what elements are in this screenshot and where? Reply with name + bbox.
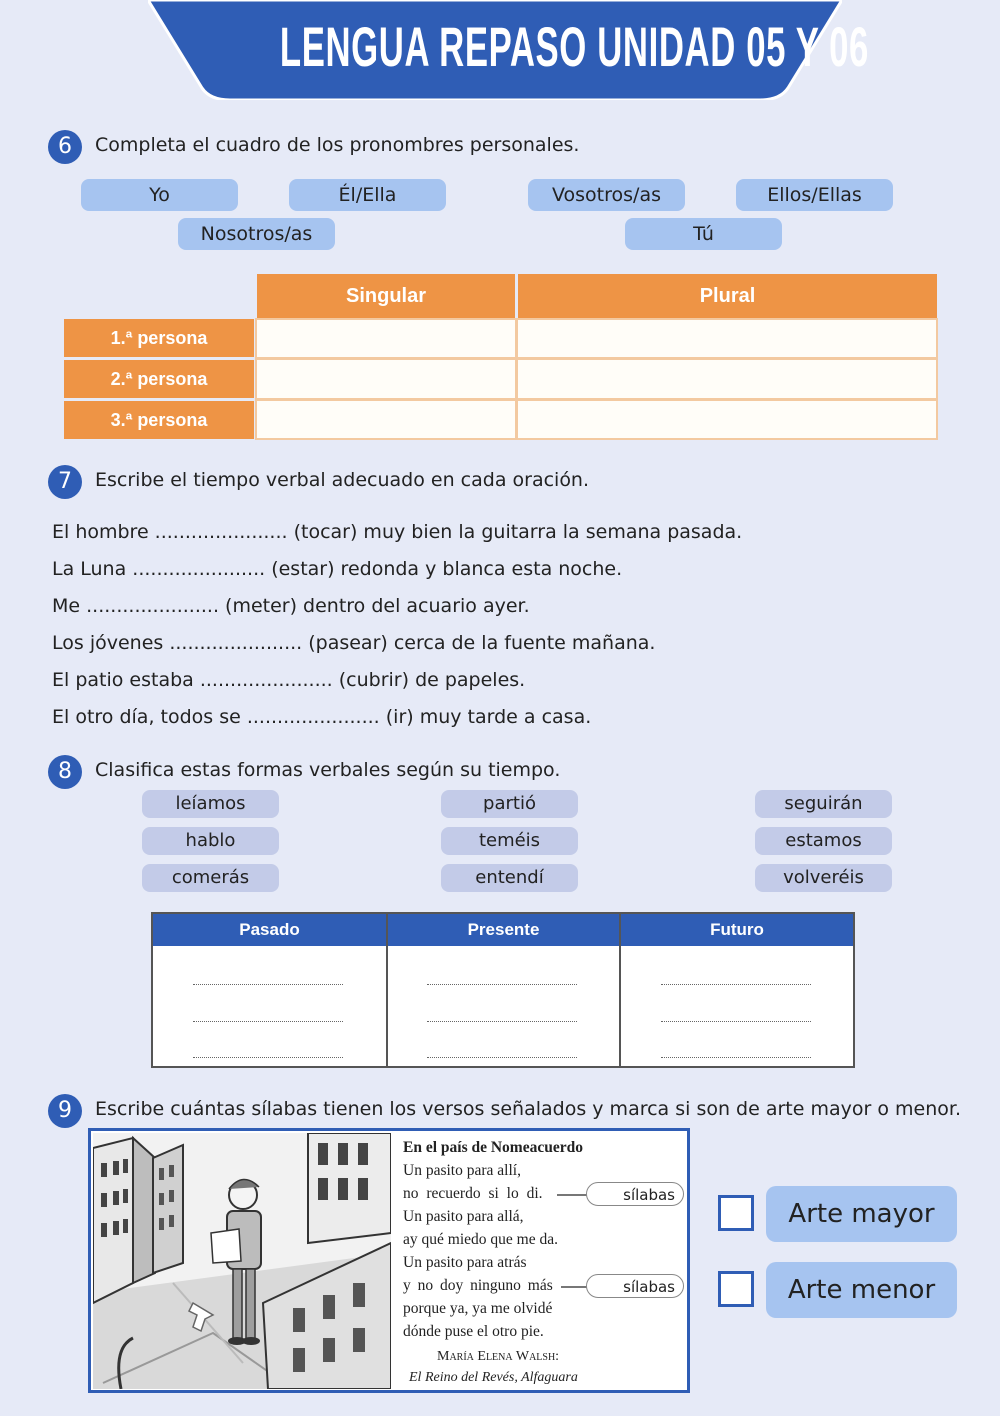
table6-row-2: 2.ª persona [64, 360, 254, 398]
poem-author: María Elena Walsh: [437, 1349, 560, 1364]
poem-line-4: ay qué miedo que me da. [403, 1231, 558, 1248]
table6-cell-1-plural[interactable] [516, 318, 938, 359]
poem-box [88, 1128, 690, 1393]
sentence-2: La Luna ...................... (estar) redonda y blanca esta noche. [52, 558, 623, 580]
city-illustration [93, 1133, 391, 1389]
table6-cell-2-plural[interactable] [516, 358, 938, 400]
silabas-field-1[interactable]: sílabas [586, 1182, 684, 1206]
answer-line-pasado-3[interactable] [193, 1057, 343, 1058]
table6-header-singular: Singular [257, 274, 515, 318]
poem-line-8: dónde puse el otro pie. [403, 1323, 544, 1340]
tense-header-presente: Presente [388, 914, 619, 946]
poem-line-3: Un pasito para allá, [403, 1208, 524, 1225]
verb-chip-temeis[interactable]: teméis [441, 827, 578, 855]
poem-line-2: no recuerdo si lo di. [403, 1185, 543, 1202]
section-number-8: 8 [48, 755, 82, 789]
instruction-9: Escribe cuántas sílabas tienen los versos señalados y marca si son de arte mayor o menor. [95, 1098, 961, 1120]
instruction-7: Escribe el tiempo verbal adecuado en cada oración. [95, 469, 590, 491]
table6-cell-2-singular[interactable] [255, 358, 517, 400]
instruction-8: Clasifica estas formas verbales según su tiempo. [95, 759, 561, 781]
arte-mayor-option[interactable]: Arte mayor [766, 1186, 957, 1242]
poem-source: El Reino del Revés, Alfaguara [409, 1370, 578, 1385]
arte-mayor-checkbox[interactable] [718, 1195, 754, 1231]
poem-line-1: Un pasito para allí, [403, 1162, 521, 1179]
answer-line-futuro-3[interactable] [661, 1057, 811, 1058]
verb-chip-leiamos[interactable]: leíamos [142, 790, 279, 818]
poem-line-7: porque ya, ya me olvidé [403, 1300, 553, 1317]
pronoun-chip-ellos[interactable]: Ellos/Ellas [736, 179, 893, 211]
column-divider [619, 914, 621, 1066]
arte-menor-checkbox[interactable] [718, 1271, 754, 1307]
sentence-3: Me ...................... (meter) dentro del acuario ayer. [52, 595, 530, 617]
page-title: LENGUA REPASO UNIDAD 05 Y 06 [279, 15, 869, 78]
verb-chip-partio[interactable]: partió [441, 790, 578, 818]
arte-menor-option[interactable]: Arte menor [766, 1262, 957, 1318]
pronoun-chip-nosotros[interactable]: Nosotros/as [178, 218, 335, 250]
sentence-5: El patio estaba ...................... (cubrir) de papeles. [52, 669, 526, 691]
tense-table [151, 912, 855, 1068]
poem-line-5: Un pasito para atrás [403, 1254, 527, 1271]
section-number-7: 7 [48, 465, 82, 499]
table6-row-3: 3.ª persona [64, 401, 254, 439]
answer-line-futuro-2[interactable] [661, 1021, 811, 1022]
silabas-field-2[interactable]: sílabas [586, 1274, 684, 1298]
pronoun-chip-vosotros[interactable]: Vosotros/as [528, 179, 685, 211]
section-number-6: 6 [48, 130, 82, 164]
tense-header-pasado: Pasado [153, 914, 386, 946]
answer-line-presente-2[interactable] [427, 1021, 577, 1022]
verb-chip-seguiran[interactable]: seguirán [755, 790, 892, 818]
tense-header-futuro: Futuro [621, 914, 853, 946]
pronoun-chip-yo[interactable]: Yo [81, 179, 238, 211]
answer-line-futuro-1[interactable] [661, 984, 811, 985]
sentence-1: El hombre ...................... (tocar) muy bien la guitarra la semana pasada. [52, 521, 743, 543]
table6-cell-1-singular[interactable] [255, 318, 517, 359]
verb-chip-hablo[interactable]: hablo [142, 827, 279, 855]
verb-chip-estamos[interactable]: estamos [755, 827, 892, 855]
connector-line [561, 1286, 587, 1288]
pronoun-chip-el-ella[interactable]: Él/Ella [289, 179, 446, 211]
verb-chip-volvereis[interactable]: volveréis [755, 864, 892, 892]
table6-row-1: 1.ª persona [64, 319, 254, 357]
answer-line-presente-3[interactable] [427, 1057, 577, 1058]
section-number-9: 9 [48, 1094, 82, 1128]
answer-line-pasado-2[interactable] [193, 1021, 343, 1022]
sentence-6: El otro día, todos se ...................... (ir) muy tarde a casa. [52, 706, 592, 728]
pronoun-chip-tu[interactable]: Tú [625, 218, 782, 250]
connector-line [557, 1194, 587, 1196]
table6-header-plural: Plural [518, 274, 937, 318]
answer-line-pasado-1[interactable] [193, 984, 343, 985]
verb-chip-entendi[interactable]: entendí [441, 864, 578, 892]
answer-line-presente-1[interactable] [427, 984, 577, 985]
instruction-6: Completa el cuadro de los pronombres personales. [95, 134, 580, 156]
verb-chip-comeras[interactable]: comerás [142, 864, 279, 892]
column-divider [386, 914, 388, 1066]
sentence-4: Los jóvenes ...................... (pasear) cerca de la fuente mañana. [52, 632, 656, 654]
poem-line-6: y no doy ninguno más [403, 1277, 553, 1294]
table6-cell-3-singular[interactable] [255, 399, 517, 440]
table6-cell-3-plural[interactable] [516, 399, 938, 440]
poem-title: En el país de Nomeacuerdo [403, 1139, 583, 1156]
